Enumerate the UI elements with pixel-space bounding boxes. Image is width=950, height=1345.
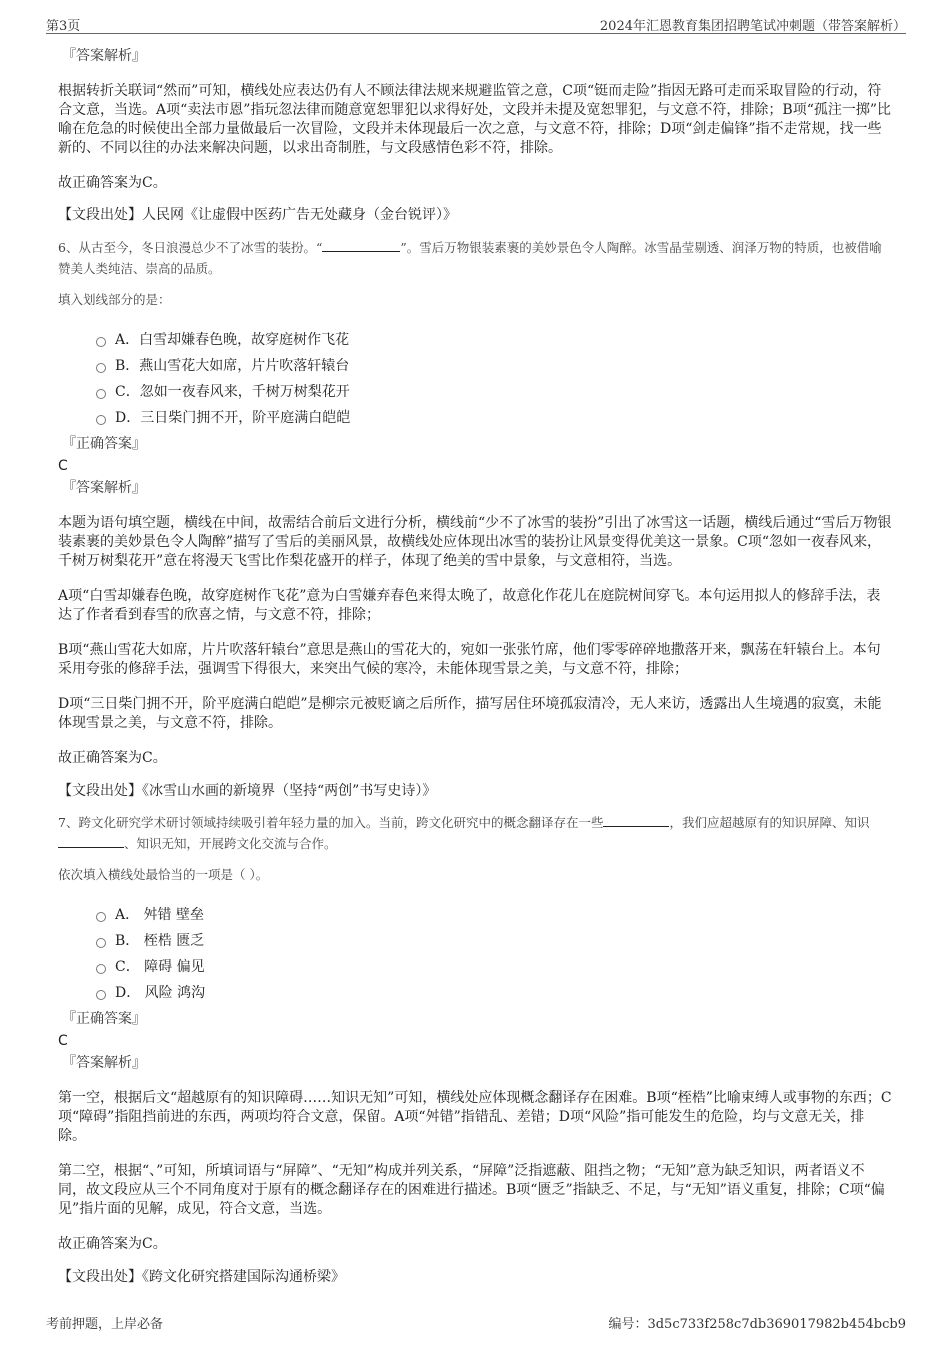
q6-option-b[interactable] bbox=[96, 352, 892, 378]
q6-option-d[interactable] bbox=[96, 404, 892, 430]
q7-analysis-p1: 第一空，根据后文“超越原有的知识障碍……知识无知”可知，横线处应体现概念翻译存在困难。B项“桎梏”比喻束缚人或事物的东西；C项“障碍”指阻挡前进的东西，两项均符合文意，保留。A项“舛错”指错乱、差错；D项“风险”指可能发生的危险，均与文意无关，排除。 bbox=[58, 1090, 892, 1144]
q7-stem-part1: 7、跨文化研究学术研讨领域持续吸引着年轻力量的加入。当前，跨文化研究中的概念翻译存在一些 bbox=[58, 815, 604, 830]
footer-slogan: 考前押题，上岸必备 bbox=[46, 1317, 164, 1332]
q6-option-b-text: B．燕山雪花大如席，片片吹落轩辕台 bbox=[115, 358, 350, 374]
q7-stem-part3: 、知识无知，开展跨文化交流与合作。 bbox=[124, 836, 337, 851]
q6-analysis-p4: D项“三日柴门拥不开，阶平庭满白皑皑”是柳宗元被贬谪之后所作，描写居住环境孤寂清冷，无人来访，透露出人生境遇的寂寞，未能体现雪景之美，与文意不符，排除。 bbox=[58, 696, 882, 731]
q7-stem-part2: ，我们应超越原有的知识屏障、知识 bbox=[669, 815, 870, 830]
q6-option-a[interactable] bbox=[96, 326, 892, 352]
q7-option-b-text: B． 桎梏 匮乏 bbox=[115, 933, 205, 949]
q7-option-c[interactable] bbox=[96, 953, 892, 979]
q6-option-a-text: A．白雪却嫌春色晚，故穿庭树作飞花 bbox=[115, 332, 350, 348]
q7-prompt: 依次填入横线处最恰当的一项是（ ）。 bbox=[58, 867, 269, 882]
header-divider bbox=[46, 33, 906, 34]
q6-correct-value: C bbox=[58, 458, 68, 474]
q7-correct-label: 『正确答案』 bbox=[62, 1011, 146, 1027]
q7-option-c-text: C． 障碍 偏见 bbox=[115, 959, 205, 975]
radio-icon[interactable] bbox=[96, 363, 106, 373]
document-title: 2024年汇恩教育集团招聘笔试冲刺题（带答案解析） bbox=[599, 19, 906, 34]
q6-options bbox=[58, 326, 892, 430]
q5-source: 【文段出处】人民网《让虚假中医药广告无处藏身（金台锐评）》 bbox=[58, 207, 457, 223]
q6-option-d-text: D．三日柴门拥不开，阶平庭满白皑皑 bbox=[115, 410, 351, 426]
q6-analysis-label: 『答案解析』 bbox=[62, 480, 146, 496]
q7-correct-value: C bbox=[58, 1033, 68, 1049]
q6-analysis-p3: B项“燕山雪花大如席，片片吹落轩辕台”意思是燕山的雪花大的，宛如一张张竹席，他们零零碎碎地撒落开来，飘荡在轩辕台上。本句采用夸张的修辞手法，强调雪下得很大，来突出气候的寒冷，未能体现雪景之美，与文意不符，排除； bbox=[58, 642, 881, 677]
q6-option-c[interactable] bbox=[96, 378, 892, 404]
q7-source: 【文段出处】《跨文化研究搭建国际沟通桥梁》 bbox=[58, 1269, 345, 1285]
q7-option-a[interactable] bbox=[96, 901, 892, 927]
radio-icon[interactable] bbox=[96, 415, 106, 425]
radio-icon[interactable] bbox=[96, 389, 106, 399]
radio-icon[interactable] bbox=[96, 337, 106, 347]
q7-option-a-text: A． 舛错 壁垒 bbox=[115, 907, 205, 923]
q6-analysis-p2: A项“白雪却嫌春色晚，故穿庭树作飞花”意为白雪嫌弃春色来得太晚了，故意化作花儿在庭院树间穿飞。本句运用拟人的修辞手法，表达了作者看到春雪的欣喜之情，与文意不符，排除； bbox=[58, 588, 881, 623]
q7-option-d-text: D． 风险 鸿沟 bbox=[115, 985, 206, 1001]
footer-doc-id: 编号：3d5c733f258c7db369017982b454bcb9 bbox=[608, 1317, 906, 1332]
radio-icon[interactable] bbox=[96, 964, 106, 974]
q7-options bbox=[58, 901, 892, 1005]
page-number: 第3页 bbox=[46, 19, 81, 34]
radio-icon[interactable] bbox=[96, 912, 106, 922]
radio-icon[interactable] bbox=[96, 938, 106, 948]
q7-conclusion: 故正确答案为C。 bbox=[58, 1236, 167, 1252]
q7-analysis-p2: 第二空，根据“、”可知，所填词语与“屏障”、“无知”构成并列关系，“屏障”泛指遮蔽、阻挡之物；“无知”意为缺乏知识，两者语义不同，故文段应从三个不同角度对于原有的概念翻译存在的困难进行描述。B项“匮乏”指缺乏、不足，与“无知”语义重复，排除；C项“偏见”指片面的见解，成见，符合文意，当选。 bbox=[58, 1163, 885, 1217]
q6-option-c-text: C．忽如一夜春风来，千树万树梨花开 bbox=[115, 384, 350, 400]
q6-correct-label: 『正确答案』 bbox=[62, 436, 146, 452]
q6-stem-after: ”。雪后万物银装素裹的美妙景色令人陶醉。冰雪晶莹剔透、润泽万物的特质，也被借喻赞美人类纯洁、崇高的品质。 bbox=[58, 240, 882, 276]
q6-conclusion: 故正确答案为C。 bbox=[58, 750, 167, 766]
q6-analysis-p1: 本题为语句填空题，横线在中间，故需结合前后文进行分析，横线前“少不了冰雪的装扮”引出了冰雪这一话题，横线后通过“雪后万物银装素裹的美妙景色令人陶醉”描写了雪后的美丽风景，故横线处应体现出冰雪的装扮让风景变得优美这一景象。C项“忽如一夜春风来，千树万树梨花开”意在将漫天飞雪比作梨花盛开的样子，体现了绝美的雪中景象，与文意相符，当选。 bbox=[58, 515, 892, 569]
document-body bbox=[58, 46, 892, 1287]
q6-prompt: 填入划线部分的是： bbox=[58, 292, 171, 307]
q5-analysis-label: 『答案解析』 bbox=[62, 48, 146, 64]
q6-source: 【文段出处】《冰雪山水画的新境界（坚持“两创”书写史诗）》 bbox=[58, 783, 437, 799]
q7-option-d[interactable] bbox=[96, 979, 892, 1005]
radio-icon[interactable] bbox=[96, 990, 106, 1000]
q6-stem bbox=[58, 237, 892, 279]
q5-analysis-text: 根据转折关联词“然而”可知，横线处应表达仍有人不顾法律法规来规避监管之意，C项“铤而走险”指因无路可走而采取冒险的行动，符合文意，当选。A项“卖法市恩”指玩忽法律而随意宽恕罪犯以求得好处，文段并未提及宽恕罪犯，与文意不符，排除；B项“孤注一掷”比喻在危急的时候使出全部力量做最后一次冒险，文段并未体现最后一次之意，与文意不符，排除；D项“剑走偏锋”指不走常规，找一些新的、不同以往的办法来解决问题，以求出奇制胜，与文段感情色彩不符，排除。 bbox=[58, 83, 892, 156]
q7-analysis-label: 『答案解析』 bbox=[62, 1055, 146, 1071]
q7-blank-2 bbox=[58, 835, 124, 848]
q7-option-b[interactable] bbox=[96, 927, 892, 953]
q6-blank bbox=[322, 239, 400, 252]
q7-blank-1 bbox=[603, 814, 669, 827]
q7-stem bbox=[58, 812, 892, 854]
q6-stem-before: 6、从古至今，冬日浪漫总少不了冰雪的装扮。“ bbox=[58, 240, 323, 255]
page-header bbox=[0, 0, 950, 36]
q5-conclusion: 故正确答案为C。 bbox=[58, 175, 167, 191]
